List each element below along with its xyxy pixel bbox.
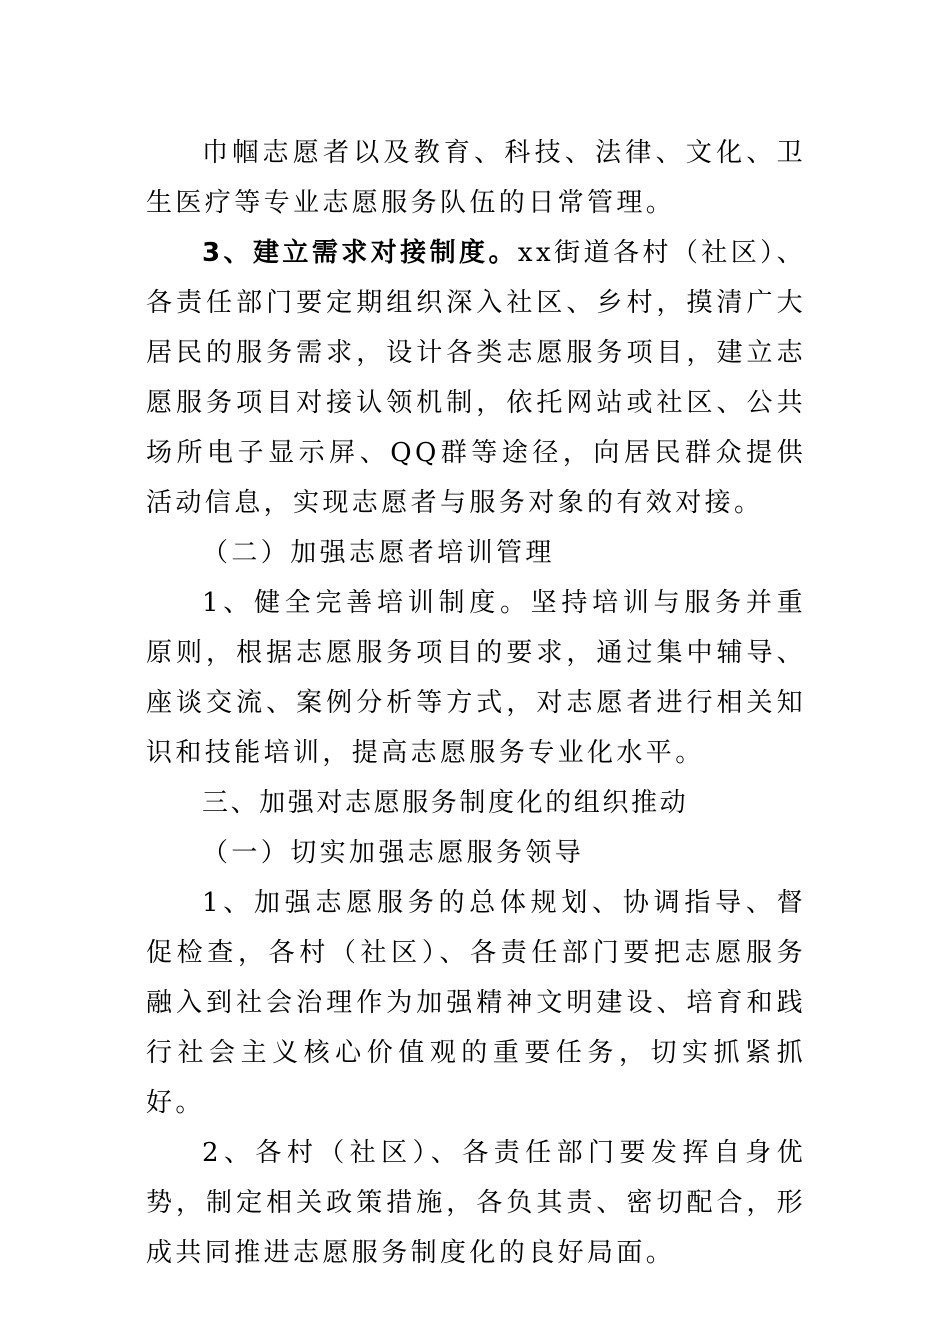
paragraph-text: 2、各村（社区）、各责任部门要发挥自身优势，制定相关政策措施，各负其责、密切配合，形成共同推进志愿服务制度化的良好局面。 — [146, 1138, 806, 1268]
subsection-heading-leadership — [146, 828, 806, 878]
subsection-heading-text: （一）切实加强志愿服务领导 — [202, 838, 585, 868]
paragraph-bold-title: 3、建立需求对接制度。 — [202, 238, 518, 268]
paragraph-overall-planning — [146, 878, 806, 1128]
document-body — [146, 128, 806, 1278]
paragraph-text: 巾帼志愿者以及教育、科技、法律、文化、卫生医疗等专业志愿服务队伍的日常管理。 — [146, 138, 806, 218]
subsection-heading-text: （二）加强志愿者培训管理 — [202, 538, 555, 568]
paragraph-text: 1、健全完善培训制度。坚持培训与服务并重原则，根据志愿服务项目的要求，通过集中辅导、座谈交流、案例分析等方式，对志愿者进行相关知识和技能培训，提高志愿服务专业化水平。 — [146, 588, 806, 768]
paragraph-demand-docking — [146, 228, 806, 528]
paragraph-text: xx街道各村（社区）、各责任部门要定期组织深入社区、乡村，摸清广大居民的服务需求，设计各类志愿服务项目，建立志愿服务项目对接认领机制，依托网站或社区、公共场所电子显示屏、QQ群等途径，向居民群众提供活动信息，实现志愿者与服务对象的有效对接。 — [146, 238, 806, 518]
section-heading-organization — [146, 778, 806, 828]
section-heading-text: 三、加强对志愿服务制度化的组织推动 — [202, 788, 689, 818]
subsection-heading-training — [146, 528, 806, 578]
paragraph-text: 1、加强志愿服务的总体规划、协调指导、督促检查，各村（社区）、各责任部门要把志愿服务融入到社会治理作为加强精神文明建设、培育和践行社会主义核心价值观的重要任务，切实抓紧抓好。 — [146, 888, 806, 1118]
paragraph-continuation — [146, 128, 806, 228]
paragraph-coordination — [146, 1128, 806, 1278]
paragraph-training-system — [146, 578, 806, 778]
